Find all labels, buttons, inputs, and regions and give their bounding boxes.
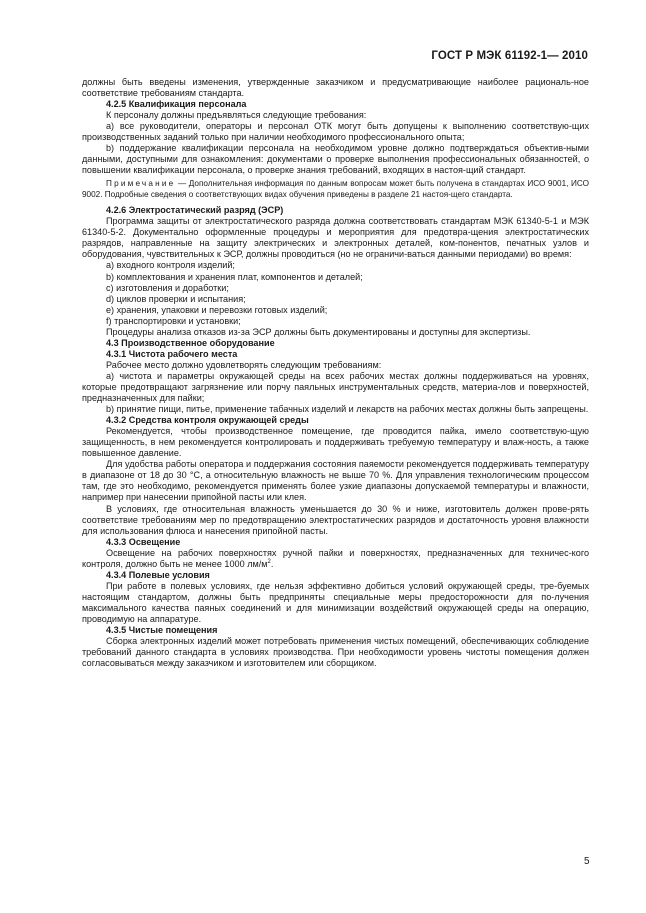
section-heading-4-3-4: 4.3.4 Полевые условия <box>106 569 210 580</box>
list-item: b) комплектования и хранения плат, компонентов и деталей; <box>106 271 363 282</box>
paragraph: Сборка электронных изделий может потребовать применения чистых помещений, обеспечивающих соблюдение требований данного стандарта в условиях производства. При необходимости уровень чистоты помещения должен согласовываться между заказчиком и изготовителем или сборщиком. <box>82 636 589 669</box>
list-item: c) изготовления и доработки; <box>106 282 229 293</box>
list-item: а) чистота и параметры окружающей среды на всех рабочих местах должны поддерживаться на уровнях, которые предотвращают загрязнение или порчу паяльных инструментальных средств, материа-лов и поверхностей, предназначенных для пайки; <box>82 370 589 404</box>
paragraph: Рабочее место должно удовлетворять следующим требованиям: <box>106 359 382 370</box>
paragraph: Для удобства работы оператора и поддержания состояния паяемости рекомендуется поддерживать температуру в диапазоне от 18 до 30 °С, а относительную влажность не выше 70 %. Для управления технологическим процессом там, где это необходимо, рекомендуется применять более узкие диапазоны допускаемой температуры и влажности, например при нанесении припойной пасты или клея. <box>82 459 589 503</box>
section-heading-4-2-5: 4.2.5 Квалификация персонала <box>106 99 247 110</box>
list-item: e) хранения, упаковки и перевозки готовых изделий; <box>106 304 328 315</box>
note <box>82 179 589 200</box>
section-heading-4-3-3: 4.3.3 Освещение <box>106 536 181 547</box>
paragraph: Процедуры анализа отказов из-за ЭСР должны быть документированы и доступны для экспертизы. <box>106 326 531 337</box>
superscript: 2 <box>267 558 271 565</box>
list-item: d) циклов проверки и испытания; <box>106 293 246 304</box>
list-item: a) входного контроля изделий; <box>106 260 235 271</box>
section-heading-4-2-6: 4.2.6 Электростатический разряд (ЭСР) <box>106 205 284 216</box>
paragraph: Программа защиты от электростатического разряда должна соответствовать стандартам МЭК 61340-5-1 и МЭК 61340-5-2. Документально оформленные процедуры и мероприятия для предотвра-щения электростатических разрядов, направленные на защиту электрических и электронных деталей, ком-понентов, печатных узлов и оборудования, чувствительных к ЭСР, должны проводиться (но не ограничи-ваться данными периодами) во время: <box>82 216 589 260</box>
section-heading-4-3-2: 4.3.2 Средства контроля окружающей среды <box>106 415 309 426</box>
paragraph: Рекомендуется, чтобы производственное помещение, где проводится пайка, имело соответствую-щую защищенность, в нем рекомендуется контролировать и поддерживать требуемую температуру и влаж-ность, а также повышенное давление. <box>82 426 589 459</box>
paragraph: При работе в полевых условиях, где нельзя эффективно добиться условий окружающей среды, тре-буемых настоящим стандартом, должны быть предприняты специальные меры предосторожности для по-лучения максимального качества паяных соединений и для минимизации воздействий окружающей среды на операцию, проводимую на аппаратуре. <box>82 580 589 624</box>
paragraph: К персоналу должны предъявляться следующие требования: <box>106 110 367 121</box>
illumination-text: Освещение на рабочих поверхностях ручной пайки и поверхностях, предназначенных для техничес-кого контроля, должно быть не менее 1000 лм/м <box>82 547 589 569</box>
section-heading-4-3-5: 4.3.5 Чистые помещения <box>106 625 218 636</box>
paragraph: В условиях, где относительная влажность уменьшается до 30 % и ниже, изготовитель должен прове-рять соответствие требованиям мер по предотвращению электростатических разрядов и достаточность уровня влажности для использования флюса и нанесения припойной пасты. <box>82 503 589 536</box>
standard-designation: ГОСТ Р МЭК 61192-1— 2010 <box>431 50 588 62</box>
period: . <box>270 558 274 569</box>
list-item: а) все руководители, операторы и персонал ОТК могут быть допущены к выполнению соответствую-щих производственных заданий только при наличии необходимого профессионального опыта; <box>82 121 589 143</box>
list-item: b) поддержание квалификации персонала на необходимом уровне должно подтверждаться объектив-ными данными, доступными для ознакомления: документами о проверке выполнения профессиональных обязанностей, о повышении квалификации персонала, о проверке знания требований, входящих в настоя-щий стандарт. <box>82 143 589 176</box>
paragraph <box>82 548 589 570</box>
section-heading-4-3: 4.3 Производственное оборудование <box>106 337 275 348</box>
page-body <box>82 77 589 669</box>
section-heading-4-3-1: 4.3.1 Чистота рабочего места <box>106 348 238 359</box>
page-number: 5 <box>584 856 590 867</box>
note-text: — Дополнительная информация по данным вопросам может быть получена в стандартах ИСО 9001, ИСО 9002. Подробные сведения о соответствующих видах обучения приведены в разделе 21 настоя-щего стандарта. <box>82 179 589 199</box>
list-item: f) транспортировки и установки; <box>106 315 241 326</box>
list-item: b) принятие пищи, питье, применение табачных изделий и лекарств на рабочих местах должны быть запрещены. <box>106 404 589 415</box>
paragraph: должны быть введены изменения, утвержденные заказчиком и предусматривающие наиболее рациональ-ное соответствие требованиям стандарта. <box>82 77 589 99</box>
note-label: Примечание <box>106 179 176 189</box>
